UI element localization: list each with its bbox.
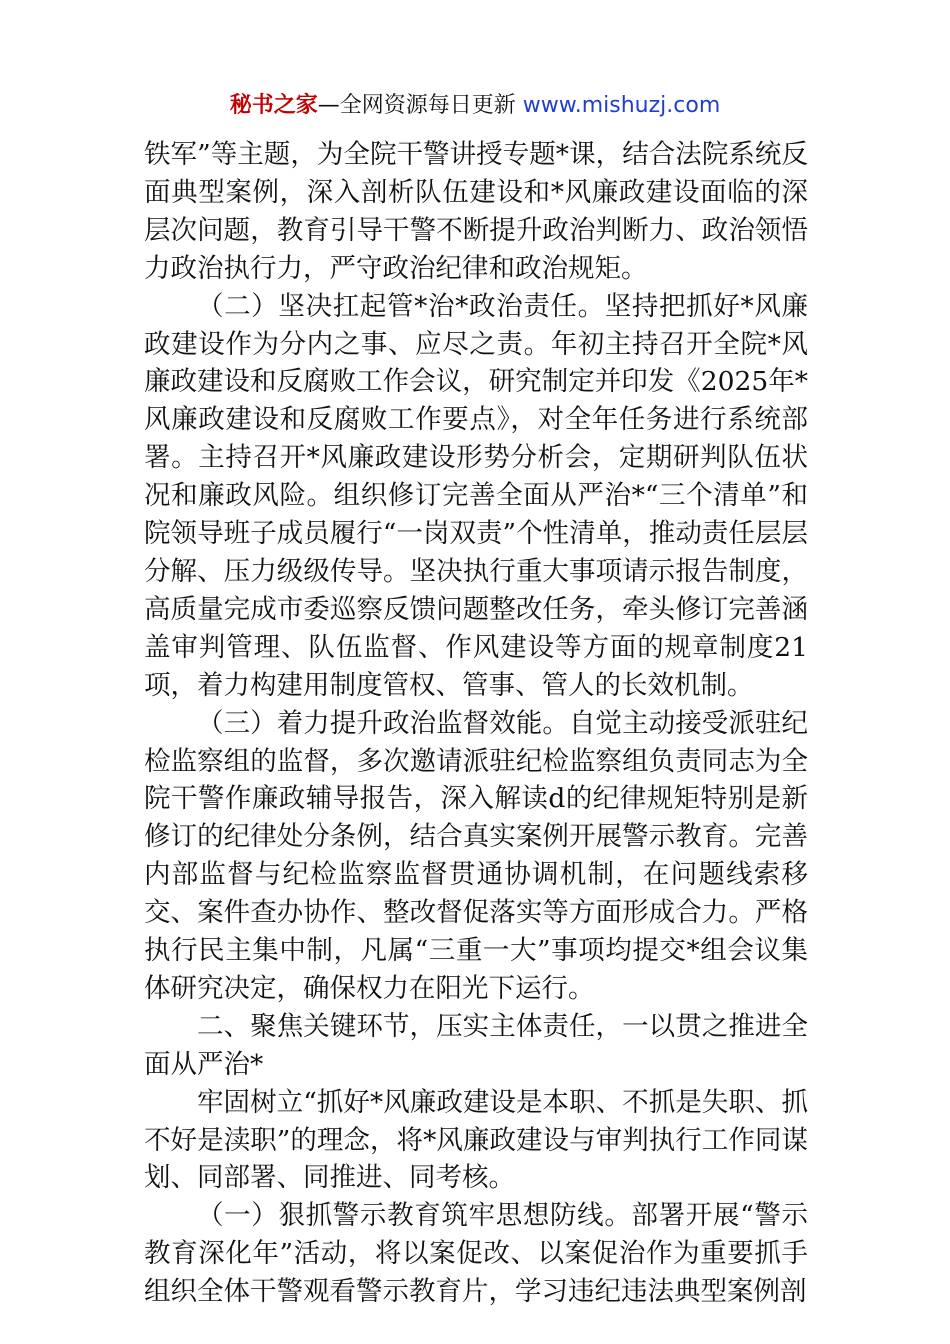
section-heading-2: 二、聚焦关键环节，压实主体责任，一以贯之推进全面从严治* <box>144 1010 808 1080</box>
paragraph-intro: 牢固树立“抓好*风廉政建设是本职、不抓是失职、抓不好是渎职”的理念，将*风廉政建设与审判执行工作同谋划、同部署、同推进、同考核。 <box>144 1086 808 1194</box>
paragraph-section-3: （三）着力提升政治监督效能。自觉主动接受派驻纪检监察组的监督，多次邀请派驻纪检监察组负责同志为全院干警作廉政辅导报告，深入解读d的纪律规矩特别是新修订的纪律处分条例，结合真实案例开展警示教育。完善内部监督与纪检监察监督贯通协调机制，在问题线索移交、案件查办协作、整改督促落实等方面形成合力。严格执行民主集中制，凡属“三重一大”事项均提交*组会议集体研究决定，确保权力在阳光下运行。 <box>144 707 808 1004</box>
paragraph-subsection-1: （一）狠抓警示教育筑牢思想防线。部署开展“警示教育深化年”活动，将以案促改、以案促治作为重要抓手组织全体干警观看警示教育片，学习违纪违法典型案例剖 <box>144 1200 808 1308</box>
header-tagline: —全网资源每日更新 <box>317 93 523 118</box>
paragraph-section-2: （二）坚决扛起管*治*政治责任。坚持把抓好*风廉政建设作为分内之事、应尽之责。年初主持召开全院*风廉政建设和反腐败工作会议，研究制定并印发《2025年*风廉政建设和反腐败工作要点》，对全年任务进行系统部署。主持召开*风廉政建设形势分析会，定期研判队伍状况和廉政风险。组织修订完善全面从严治*“三个清单”和院领导班子成员履行“一岗双责”个性清单，推动责任层层分解、压力级级传导。坚决执行重大事项请示报告制度，高质量完成市委巡察反馈问题整改任务，牵头修订完善涵盖审判管理、队伍监督、作风建设等方面的规章制度21项，着力构建用制度管权、管事、管人的长效机制。 <box>144 290 808 701</box>
page-header <box>0 90 950 122</box>
paragraph-continued: 铁军”等主题，为全院干警讲授专题*课，结合法院系统反面典型案例，深入剖析队伍建设和*风廉政建设面临的深层次问题，教育引导干警不断提升政治判断力、政治领悟力政治执行力，严守政治纪律和政治规矩。 <box>144 139 808 284</box>
brand-name: 秘书之家 <box>229 93 318 118</box>
website-link[interactable]: www.mishuzj.com <box>522 93 721 118</box>
document-body <box>144 136 808 1311</box>
